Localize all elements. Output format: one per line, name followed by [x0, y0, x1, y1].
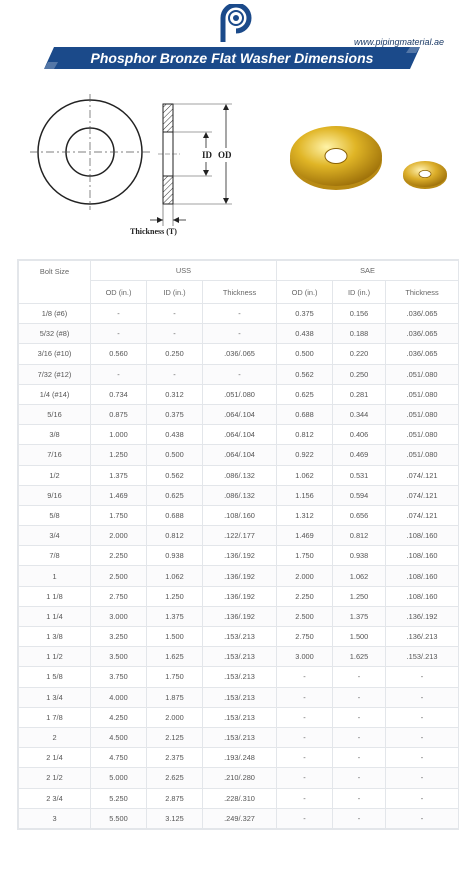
- table-cell: 3.250: [91, 627, 147, 647]
- table-cell: 2.250: [277, 586, 333, 606]
- table-cell: 1.250: [333, 586, 386, 606]
- table-cell: -: [333, 768, 386, 788]
- table-cell: -: [277, 687, 333, 707]
- table-cell: .051/.080: [386, 425, 459, 445]
- table-cell: 1.500: [333, 627, 386, 647]
- table-cell: 1 3/4: [19, 687, 91, 707]
- table-cell: .051/.080: [386, 445, 459, 465]
- table-cell: 1.062: [277, 465, 333, 485]
- table-cell: 0.734: [91, 384, 147, 404]
- table-row: [19, 546, 459, 566]
- table-row: [19, 687, 459, 707]
- table-cell: .122/.177: [203, 526, 277, 546]
- table-cell: 7/8: [19, 546, 91, 566]
- table-row: [19, 445, 459, 465]
- table-cell: 4.750: [91, 748, 147, 768]
- table-cell: 5.250: [91, 788, 147, 808]
- table-cell: 0.188: [333, 324, 386, 344]
- table-cell: 3/4: [19, 526, 91, 546]
- table-cell: 1.312: [277, 505, 333, 525]
- table-cell: 0.812: [277, 425, 333, 445]
- uss-group-header: USS: [91, 261, 277, 281]
- table-row: [19, 465, 459, 485]
- table-cell: -: [203, 364, 277, 384]
- table-cell: -: [147, 324, 203, 344]
- table-cell: .153/.213: [386, 647, 459, 667]
- table-row: [19, 768, 459, 788]
- table-cell: 5/8: [19, 505, 91, 525]
- table-cell: 1.000: [91, 425, 147, 445]
- table-cell: .064/.104: [203, 404, 277, 424]
- table-cell: 3/8: [19, 425, 91, 445]
- table-cell: 1.375: [91, 465, 147, 485]
- table-cell: -: [277, 768, 333, 788]
- table-cell: .210/.280: [203, 768, 277, 788]
- table-cell: -: [277, 707, 333, 727]
- table-cell: 3.000: [91, 606, 147, 626]
- table-cell: -: [277, 727, 333, 747]
- table-row: [19, 667, 459, 687]
- table-row: [19, 324, 459, 344]
- table-cell: -: [147, 304, 203, 324]
- table-cell: -: [203, 304, 277, 324]
- table-cell: 0.812: [147, 526, 203, 546]
- table-cell: 1.469: [277, 526, 333, 546]
- table-cell: -: [386, 748, 459, 768]
- table-cell: 1.062: [147, 566, 203, 586]
- table-cell: .153/.213: [203, 647, 277, 667]
- table-cell: 2.000: [147, 707, 203, 727]
- table-cell: 3.750: [91, 667, 147, 687]
- table-cell: .193/.248: [203, 748, 277, 768]
- table-cell: 1.750: [147, 667, 203, 687]
- sae-group-header: SAE: [277, 261, 459, 281]
- table-cell: -: [91, 304, 147, 324]
- table-cell: 2 1/2: [19, 768, 91, 788]
- table-cell: .153/.213: [203, 667, 277, 687]
- table-cell: 0.938: [333, 546, 386, 566]
- table-cell: .051/.080: [386, 384, 459, 404]
- table-cell: 0.438: [277, 324, 333, 344]
- table-cell: 1/8 (#6): [19, 304, 91, 324]
- table-row: [19, 566, 459, 586]
- table-cell: 2 3/4: [19, 788, 91, 808]
- table-cell: 4.250: [91, 707, 147, 727]
- page-title: Phosphor Bronze Flat Washer Dimensions: [90, 50, 374, 66]
- table-cell: -: [91, 364, 147, 384]
- table-cell: 1 7/8: [19, 707, 91, 727]
- table-row: [19, 526, 459, 546]
- table-cell: 0.594: [333, 485, 386, 505]
- dimensions-table: [17, 259, 459, 830]
- table-cell: 2.250: [91, 546, 147, 566]
- table-cell: 0.875: [91, 404, 147, 424]
- brand-logo: [219, 4, 253, 44]
- table-cell: 5/32 (#8): [19, 324, 91, 344]
- table-row: [19, 364, 459, 384]
- table-cell: -: [277, 667, 333, 687]
- washer-front-view: [30, 94, 150, 210]
- table-cell: .086/.132: [203, 485, 277, 505]
- table-row: [19, 627, 459, 647]
- table-cell: 0.688: [147, 505, 203, 525]
- table-cell: .036/.065: [386, 304, 459, 324]
- bolt-size-header: Bolt Size: [19, 261, 91, 304]
- table-row: [19, 647, 459, 667]
- table-cell: -: [91, 324, 147, 344]
- table-cell: 7/16: [19, 445, 91, 465]
- table-cell: .036/.065: [386, 344, 459, 364]
- table-cell: -: [203, 324, 277, 344]
- table-cell: .153/.213: [203, 727, 277, 747]
- table-cell: 1.156: [277, 485, 333, 505]
- uss-thickness-header: Thickness: [203, 281, 277, 304]
- table-cell: .064/.104: [203, 425, 277, 445]
- table-cell: 1.469: [91, 485, 147, 505]
- sae-thickness-header: Thickness: [386, 281, 459, 304]
- table-cell: 0.250: [333, 364, 386, 384]
- table-row: [19, 304, 459, 324]
- table-cell: 0.812: [333, 526, 386, 546]
- table-cell: 1 5/8: [19, 667, 91, 687]
- table-cell: 2 1/4: [19, 748, 91, 768]
- table-cell: .064/.104: [203, 445, 277, 465]
- table-cell: 0.250: [147, 344, 203, 364]
- table-cell: -: [147, 364, 203, 384]
- washer-side-view: [150, 104, 232, 226]
- table-cell: 0.688: [277, 404, 333, 424]
- table-cell: 3.500: [91, 647, 147, 667]
- table-cell: .136/.213: [386, 627, 459, 647]
- table-cell: 1.250: [91, 445, 147, 465]
- table-cell: -: [386, 727, 459, 747]
- table-cell: 2.000: [91, 526, 147, 546]
- site-url: www.pipingmaterial.ae: [353, 37, 444, 47]
- table-cell: 2.750: [91, 586, 147, 606]
- table-cell: 2.375: [147, 748, 203, 768]
- table-cell: 3.000: [277, 647, 333, 667]
- table-cell: -: [386, 768, 459, 788]
- table-cell: -: [386, 687, 459, 707]
- table-cell: -: [386, 667, 459, 687]
- table-cell: 1.625: [333, 647, 386, 667]
- washer-photo: [280, 110, 460, 200]
- table-row: [19, 606, 459, 626]
- table-cell: -: [333, 667, 386, 687]
- table-cell: 0.531: [333, 465, 386, 485]
- table-cell: .051/.080: [386, 364, 459, 384]
- table-row: [19, 586, 459, 606]
- table-cell: 2.500: [91, 566, 147, 586]
- table-cell: .108/.160: [386, 526, 459, 546]
- table-cell: .153/.213: [203, 687, 277, 707]
- table-cell: 1.250: [147, 586, 203, 606]
- table-cell: 4.000: [91, 687, 147, 707]
- table-cell: .086/.132: [203, 465, 277, 485]
- table-cell: 0.312: [147, 384, 203, 404]
- table-row: [19, 707, 459, 727]
- od-label: OD: [218, 150, 232, 160]
- table-cell: -: [386, 707, 459, 727]
- sae-id-header: ID (in.): [333, 281, 386, 304]
- table-cell: 1.375: [147, 606, 203, 626]
- table-row: [19, 384, 459, 404]
- table-cell: 2.500: [277, 606, 333, 626]
- table-cell: 0.375: [277, 304, 333, 324]
- table-cell: .136/.192: [386, 606, 459, 626]
- table-cell: .136/.192: [203, 586, 277, 606]
- table-cell: -: [333, 687, 386, 707]
- table-cell: .074/.121: [386, 485, 459, 505]
- table-cell: 0.560: [91, 344, 147, 364]
- table-cell: 1.750: [91, 505, 147, 525]
- table-row: [19, 808, 459, 828]
- table-row: [19, 485, 459, 505]
- table-cell: 5.500: [91, 808, 147, 828]
- table-cell: .136/.192: [203, 606, 277, 626]
- table-cell: 0.562: [147, 465, 203, 485]
- id-label: ID: [202, 150, 213, 160]
- table-cell: -: [277, 788, 333, 808]
- table-cell: 1/4 (#14): [19, 384, 91, 404]
- table-cell: 1.750: [277, 546, 333, 566]
- table-cell: 1/2: [19, 465, 91, 485]
- table-cell: .108/.160: [386, 566, 459, 586]
- table-cell: 1 1/2: [19, 647, 91, 667]
- table-cell: .136/.192: [203, 546, 277, 566]
- table-cell: 3.125: [147, 808, 203, 828]
- table-cell: 0.938: [147, 546, 203, 566]
- table-row: [19, 505, 459, 525]
- table-cell: 0.656: [333, 505, 386, 525]
- table-cell: 1.875: [147, 687, 203, 707]
- table-cell: 0.500: [147, 445, 203, 465]
- table-cell: 2.000: [277, 566, 333, 586]
- table-cell: .153/.213: [203, 707, 277, 727]
- table-cell: -: [333, 707, 386, 727]
- table-cell: 1 1/4: [19, 606, 91, 626]
- table-cell: -: [277, 808, 333, 828]
- table-cell: 3: [19, 808, 91, 828]
- table-cell: 5/16: [19, 404, 91, 424]
- table-cell: 2.125: [147, 727, 203, 747]
- table-cell: .228/.310: [203, 788, 277, 808]
- table-cell: -: [277, 748, 333, 768]
- table-cell: .074/.121: [386, 505, 459, 525]
- table-cell: 1 3/8: [19, 627, 91, 647]
- uss-id-header: ID (in.): [147, 281, 203, 304]
- table-cell: 2: [19, 727, 91, 747]
- table-cell: 5.000: [91, 768, 147, 788]
- uss-od-header: OD (in.): [91, 281, 147, 304]
- washer-diagram: [20, 86, 255, 246]
- table-cell: .108/.160: [386, 546, 459, 566]
- table-row: [19, 748, 459, 768]
- table-cell: 0.406: [333, 425, 386, 445]
- table-cell: 0.500: [277, 344, 333, 364]
- table-row: [19, 404, 459, 424]
- table-cell: 0.438: [147, 425, 203, 445]
- table-cell: -: [386, 808, 459, 828]
- table-cell: 2.750: [277, 627, 333, 647]
- table-cell: .036/.065: [203, 344, 277, 364]
- table-row: [19, 788, 459, 808]
- sae-od-header: OD (in.): [277, 281, 333, 304]
- table-row: [19, 425, 459, 445]
- table-cell: -: [333, 727, 386, 747]
- table-cell: 0.922: [277, 445, 333, 465]
- table-cell: .051/.080: [203, 384, 277, 404]
- table-cell: .108/.160: [203, 505, 277, 525]
- table-cell: 1 1/8: [19, 586, 91, 606]
- thickness-label: Thickness (T): [130, 227, 177, 236]
- table-cell: 0.375: [147, 404, 203, 424]
- table-cell: 1: [19, 566, 91, 586]
- table-cell: -: [333, 808, 386, 828]
- table-cell: 0.220: [333, 344, 386, 364]
- table-cell: 1.062: [333, 566, 386, 586]
- table-cell: 1.625: [147, 647, 203, 667]
- table-cell: .074/.121: [386, 465, 459, 485]
- table-cell: 0.156: [333, 304, 386, 324]
- table-cell: 0.625: [147, 485, 203, 505]
- table-cell: 2.625: [147, 768, 203, 788]
- table-row: [19, 727, 459, 747]
- table-cell: 7/32 (#12): [19, 364, 91, 384]
- table-cell: 2.875: [147, 788, 203, 808]
- table-cell: 9/16: [19, 485, 91, 505]
- table-cell: 0.281: [333, 384, 386, 404]
- table-cell: -: [333, 748, 386, 768]
- table-cell: .036/.065: [386, 324, 459, 344]
- table-cell: 0.562: [277, 364, 333, 384]
- table-cell: 3/16 (#10): [19, 344, 91, 364]
- table-cell: 0.469: [333, 445, 386, 465]
- table-cell: .051/.080: [386, 404, 459, 424]
- table-cell: 0.344: [333, 404, 386, 424]
- table-cell: -: [333, 788, 386, 808]
- table-cell: 4.500: [91, 727, 147, 747]
- table-row: [19, 344, 459, 364]
- table-cell: -: [386, 788, 459, 808]
- table-cell: 1.375: [333, 606, 386, 626]
- table-cell: .153/.213: [203, 627, 277, 647]
- table-cell: 0.625: [277, 384, 333, 404]
- table-cell: .249/.327: [203, 808, 277, 828]
- table-cell: .136/.192: [203, 566, 277, 586]
- table-cell: .108/.160: [386, 586, 459, 606]
- table-cell: 1.500: [147, 627, 203, 647]
